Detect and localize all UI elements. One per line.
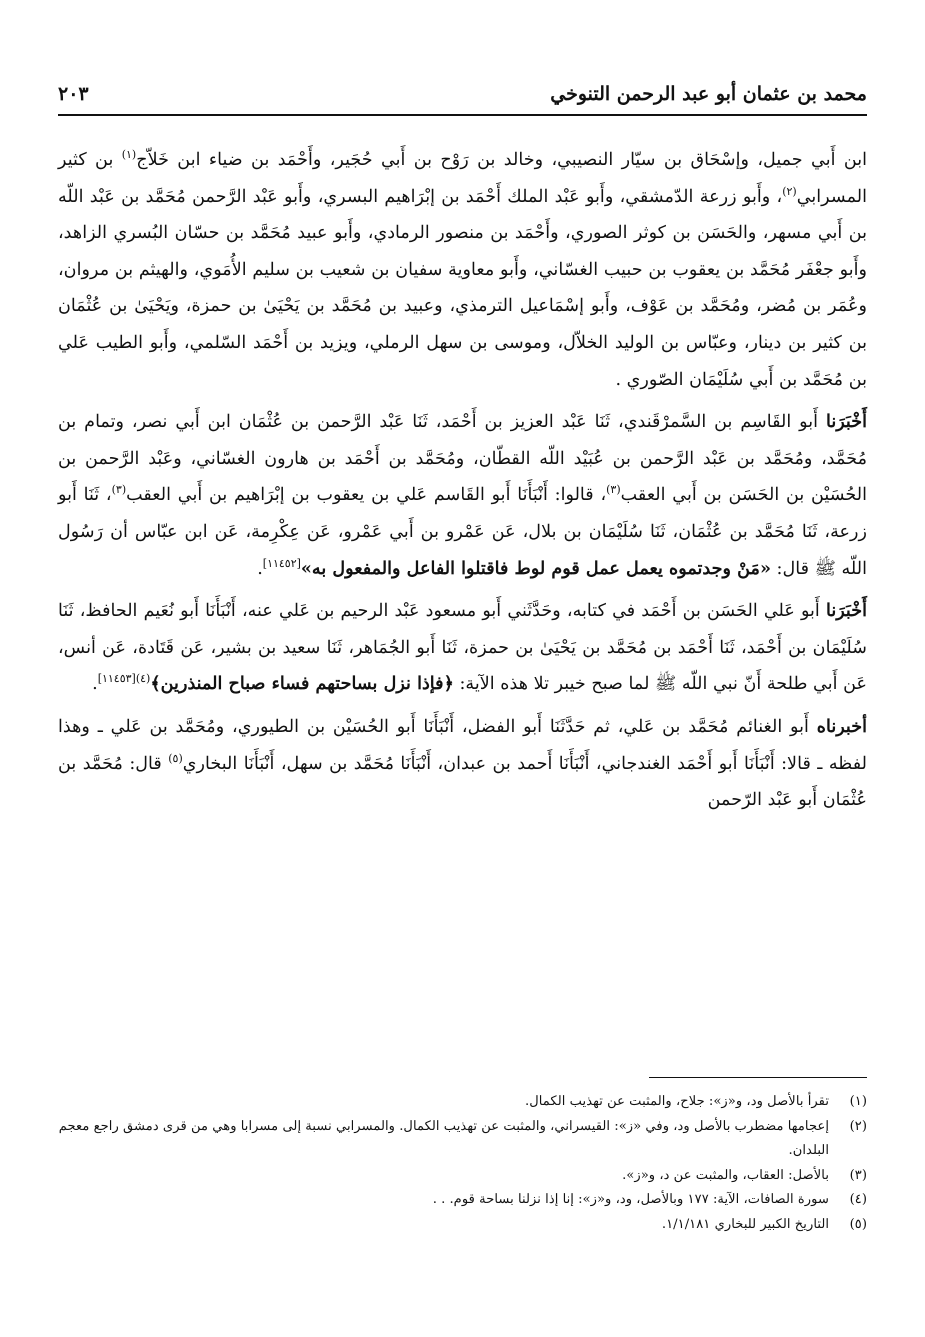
footnotes xyxy=(58,1090,867,1237)
text-run: ، قالوا: أَنْبَأَنَا أَبو القَاسم عَلي بن يعقوب بن إبْرَاهيم بن أَبي العقب xyxy=(126,485,607,506)
footnote-separator xyxy=(649,1077,867,1078)
paragraph-lead-word: أخبرناه xyxy=(816,715,867,737)
body-paragraph xyxy=(58,593,867,703)
footnote-reference: (٥) xyxy=(168,751,183,765)
text-run: أَبو القَاسِم بن السَّمرْقَندي، ثَنَا عَبْد العزيز بن أَحْمَد، ثَنَا عَبْد الرَّحمن بن عُثْمَان ابن أَبي نصر، وتمام بن مُحَمَّد، ومُحَمَّد بن عَبْد الرَّحمن بن عُبَيْد اللّه القطّان، ومُحَمَّد بن أَحْمَد بن هارون الغسّاني، وعَبْد الرَّحمن بن الحُسَيْن بن الحَسَن بن أَبي العقب xyxy=(58,412,867,506)
text-run: أَبو الغنائم مُحَمَّد بن عَلي، ثم حَدَّثَنَا أَبو الفضل، أَنْبَأَنَا أَبو الحُسَيْن بن الطيوري، ومُحَمَّد بن عَلي ـ وهذا لفظه ـ قالا: أَنْبَأَنَا أَبو أَحْمَد الغندجاني، أَنْبَأَنَا أَحمد بن عبدان، أَنْبَأَنَا مُحَمَّد بن سهل، أَنْبَأَنَا البخاري xyxy=(58,716,867,774)
footnote-text: التاريخ الكبير للبخاري ١/١/١٨١. xyxy=(661,1216,829,1232)
paragraph-lead-word: أَخْبَرَنا xyxy=(825,600,867,622)
footnote-reference: (٣) xyxy=(111,483,127,497)
footnote-number: (١) xyxy=(849,1094,867,1109)
footnote xyxy=(58,1188,867,1213)
footnote xyxy=(58,1115,867,1164)
footnote-number: (٥) xyxy=(849,1216,867,1232)
header-title: محمد بن عثمان أبو عبد الرحمن التنوخي xyxy=(550,83,867,105)
footnote-number: (٣) xyxy=(849,1167,867,1183)
main-text xyxy=(58,142,867,825)
paragraph-lead-word: أَخْبَرَنا xyxy=(825,411,867,433)
footnote xyxy=(58,1164,867,1189)
footnote-reference: [١١٤٥٢] xyxy=(262,556,301,570)
footnote-reference: (٣) xyxy=(606,483,621,497)
text-run: ، ثَنَا أَبو زرعة، ثَنَا مُحَمَّد بن عُثْمَان، ثَنَا سُلَيْمَان بن بلال، عَن عَمْرو بن أَبي عَمْرو، عَن عِكْرِمة، عَن ابن عبّاس أن رَسُول اللّه ﷺ قال: xyxy=(58,485,867,579)
footnote-text: تقرأ بالأصل ود، و«ز»: جلاح، والمثبت عن تهذيب الكمال. xyxy=(525,1094,829,1109)
text-run: قال: مُحَمَّد بن عُثْمَان أَبو عَبْد الرّحمن xyxy=(58,753,867,811)
page-number: ٢٠٣ xyxy=(58,83,89,105)
footnote-text: بالأصل: العقاب، والمثبت عن د، و«ز». xyxy=(622,1167,829,1183)
footnote-text: إعجامها مضطرب بالأصل ود، وفي «ز»: القيسراني، والمثبت عن تهذيب الكمال. والمسرابي نسبة إلى مسرابا وهي من قرى دمشق راجع معجم البلدان. xyxy=(58,1118,829,1158)
text-run: . xyxy=(257,558,263,579)
body-paragraph xyxy=(58,142,867,398)
quoted-text: «مَنْ وجدتموه يعمل عمل قوم لوط فاقتلوا الفاعل والمفعول به» xyxy=(300,557,771,579)
footnote-number: (٢) xyxy=(849,1118,867,1134)
text-run: ابن أَبي جميل، وإسْحَاق بن سيّار النصيبي، وخالد بن رَوْح بن أَبي حُجَير، وأَحْمَد بن ضياء ابن خَلاّج xyxy=(136,150,868,170)
text-run: بن كثير المسرابي xyxy=(58,150,867,207)
text-run: . xyxy=(92,674,98,695)
footnote xyxy=(58,1213,867,1238)
running-header xyxy=(58,74,867,116)
footnote-reference: (٢) xyxy=(782,184,797,198)
footnote-reference: (٤) xyxy=(135,672,151,686)
footnote-text: سورة الصافات، الآية: ١٧٧ وبالأصل، ود، و«ز»: إنا إذا نزلنا بساحة قوم. . . xyxy=(432,1192,829,1207)
body-paragraph xyxy=(58,709,867,819)
footnote-number: (٤) xyxy=(849,1192,867,1207)
footnote-reference: (١) xyxy=(121,148,137,162)
footnote xyxy=(58,1090,867,1115)
footnote-reference: [١١٤٥٣] xyxy=(97,672,136,686)
quoted-text: ﴿فإذا نزل بساحتهم فساء صباح المنذرين﴾ xyxy=(150,673,454,695)
text-run: ، وأَبو زرعة الدّمشقي، وأَبو عَبْد الملك أَحْمَد بن إبْرَاهيم البسري، وأَبو عَبْد الرَّحمن مُحَمَّد بن عَبْد اللّه بن أَبي مسهر، والحَسَن بن كوثر الصوري، وأَحْمَد بن منصور الرمادي، وأَبو عبيد مُحَمَّد بن حسّان البُسري الزاهد، وأَبو جعْفَر مُحَمَّد بن يعقوب بن حبيب الغسّاني، وأَبو معاوية سفيان بن شعيب بن سليم الأُمَوي، والهيثم بن مروان، وعُمَر بن مُضر، ومُحَمَّد بن عَوْف، وأَبو إسْمَاعيل الترمذي، وعبيد بن مُحَمَّد بن يَحْيَىٰ بن حمزة، ويَحْيَىٰ بن عُثْمَان بن كثير بن دينار، وعبّاس بن الوليد الخلاّل، وموسى بن سهل الرملي، ويزيد بن أَحْمَد السّلمي، وأَبو الطيب عَلي بن مُحَمَّد بن أَبي سُلَيْمَان الصّوري . xyxy=(58,186,867,390)
body-paragraph xyxy=(58,404,867,587)
text-run: أَبو عَلي الحَسَن بن أَحْمَد في كتابه، وحَدَّثَني أَبو مسعود عَبْد الرحيم بن عَلي عنه، أَنْبَأَنَا أَبو نُعَيم الحافظ، ثَنَا سُلَيْمَان بن أَحْمَد، ثَنَا أَحْمَد بن مُحَمَّد بن يَحْيَىٰ بن حمزة، ثَنَا أَبو الجُمَاهر، ثَنَا سعيد بن بشير، عَن قَتَادة، عَن أنس، عَن أَبي طلحة أَنّ نبي اللّه ﷺ لما صبح خيبر تلا هذه الآية: xyxy=(58,601,867,695)
